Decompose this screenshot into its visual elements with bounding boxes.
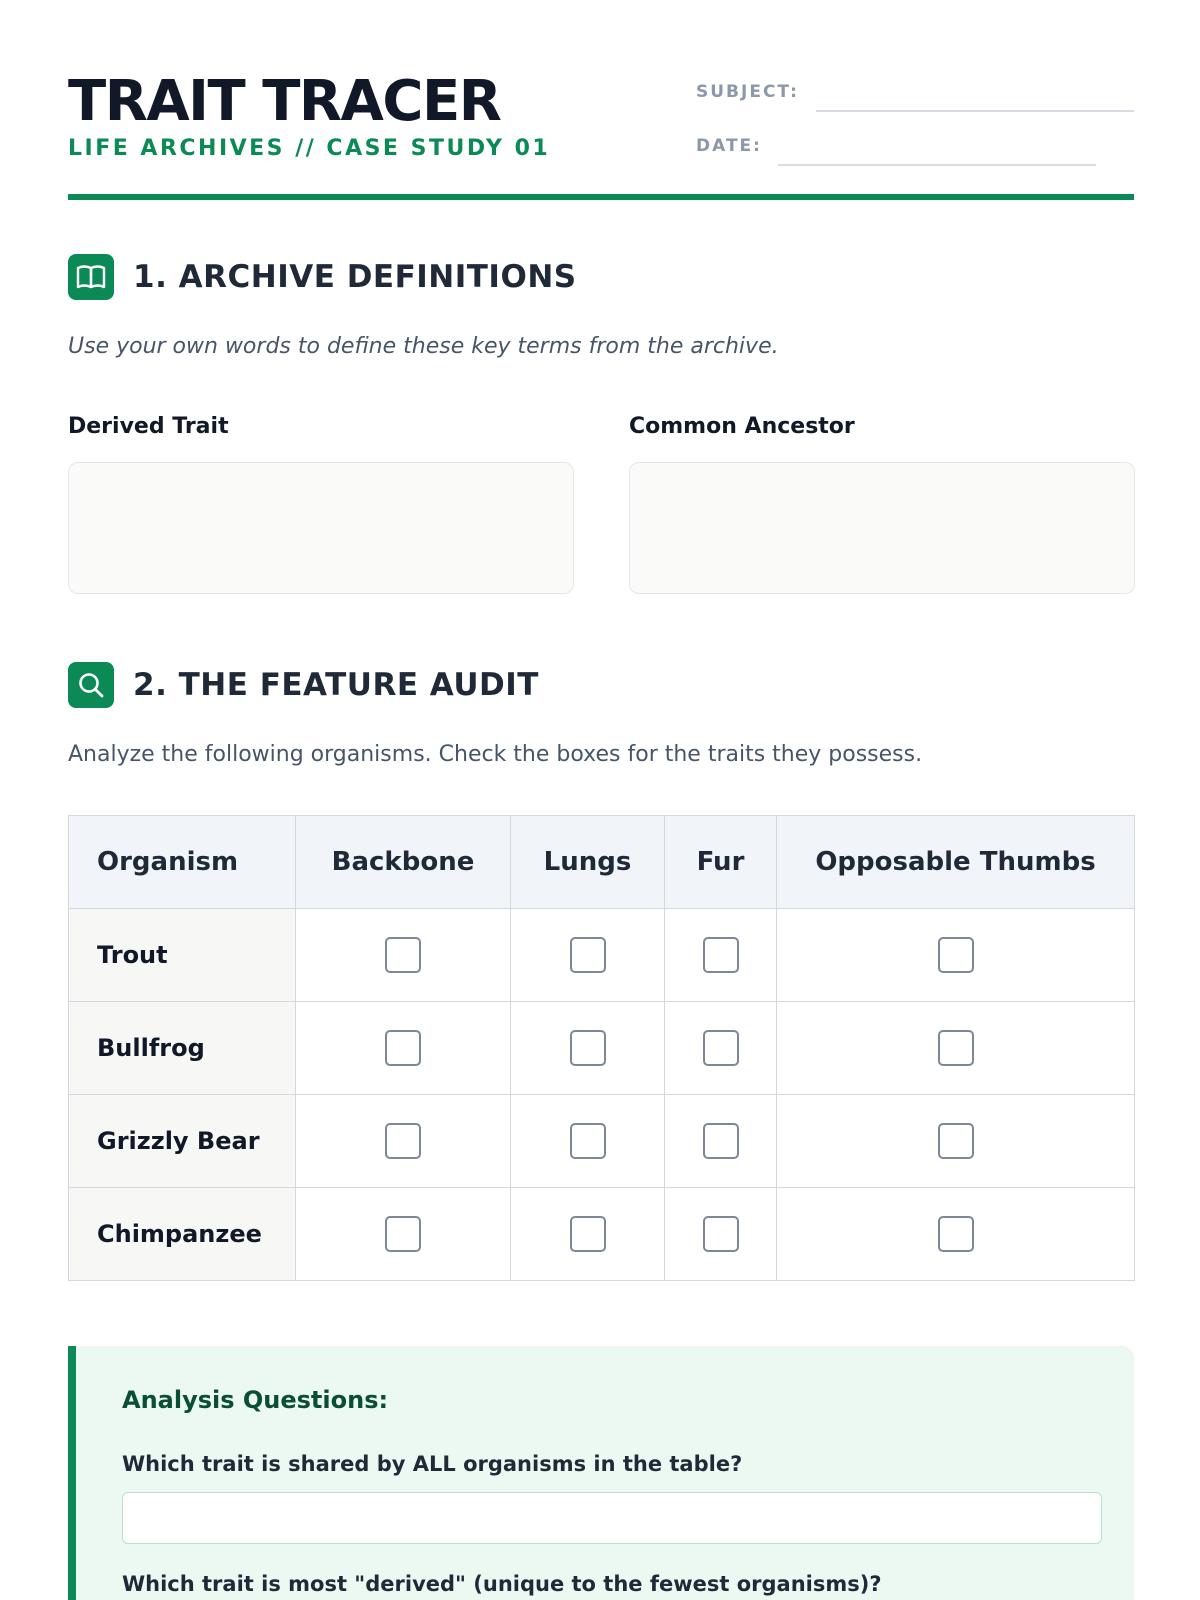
- organism-name: Chimpanzee: [69, 1188, 296, 1281]
- trait-cell: [777, 1188, 1135, 1281]
- grizzly-bear-lungs-checkbox[interactable]: [570, 1123, 606, 1159]
- column-header-organism: Organism: [69, 816, 296, 909]
- trait-cell: [665, 1188, 777, 1281]
- question-2: Which trait is most "derived" (unique to the fewest organisms)?: [122, 1572, 882, 1596]
- trait-cell: [777, 1095, 1135, 1188]
- trait-cell: [296, 909, 511, 1002]
- trait-cell: [511, 909, 665, 1002]
- organism-name: Grizzly Bear: [69, 1095, 296, 1188]
- common-ancestor-label: Common Ancestor: [629, 414, 855, 439]
- derived-trait-answer-box[interactable]: [68, 462, 574, 594]
- chimpanzee-fur-checkbox[interactable]: [703, 1216, 739, 1252]
- column-header-fur: Fur: [665, 816, 777, 909]
- date-label: DATE:: [696, 136, 762, 156]
- magnifier-icon: [68, 662, 114, 708]
- trout-backbone-checkbox[interactable]: [385, 937, 421, 973]
- table-row: [69, 1188, 1135, 1281]
- date-field[interactable]: [778, 164, 1096, 166]
- section-2-title: 2. THE FEATURE AUDIT: [133, 667, 539, 703]
- section-1-title: 1. ARCHIVE DEFINITIONS: [133, 259, 577, 295]
- table-row: [69, 909, 1135, 1002]
- bullfrog-fur-checkbox[interactable]: [703, 1030, 739, 1066]
- trait-cell: [511, 1002, 665, 1095]
- column-header-backbone: Backbone: [296, 816, 511, 909]
- magnifier-icon-glyph: [77, 671, 105, 699]
- trait-cell: [296, 1095, 511, 1188]
- trout-fur-checkbox[interactable]: [703, 937, 739, 973]
- subject-field[interactable]: [816, 110, 1134, 112]
- open-book-icon-glyph: [76, 264, 106, 290]
- column-header-lungs: Lungs: [511, 816, 665, 909]
- trait-cell: [777, 909, 1135, 1002]
- organism-name: Trout: [69, 909, 296, 1002]
- feature-audit-table: [68, 815, 1135, 1281]
- subject-label: SUBJECT:: [696, 82, 799, 102]
- trout-lungs-checkbox[interactable]: [570, 937, 606, 973]
- section-2-instructions: Analyze the following organisms. Check the boxes for the traits they possess.: [68, 742, 923, 767]
- table-header-row: [69, 816, 1135, 909]
- derived-trait-label: Derived Trait: [68, 414, 229, 439]
- chimpanzee-lungs-checkbox[interactable]: [570, 1216, 606, 1252]
- common-ancestor-answer-box[interactable]: [629, 462, 1135, 594]
- grizzly-bear-backbone-checkbox[interactable]: [385, 1123, 421, 1159]
- trait-cell: [665, 1002, 777, 1095]
- section-1-instructions: Use your own words to define these key terms from the archive.: [68, 334, 779, 359]
- trait-cell: [665, 909, 777, 1002]
- worksheet-header: [68, 69, 1134, 200]
- trait-cell: [777, 1002, 1135, 1095]
- chimpanzee-opposable-thumbs-checkbox[interactable]: [938, 1216, 974, 1252]
- open-book-icon: [68, 254, 114, 300]
- analysis-questions-panel: [68, 1346, 1134, 1600]
- analysis-title: Analysis Questions:: [122, 1386, 389, 1414]
- page-title: TRAIT TRACER: [68, 69, 501, 134]
- organism-name: Bullfrog: [69, 1002, 296, 1095]
- trout-opposable-thumbs-checkbox[interactable]: [938, 937, 974, 973]
- trait-cell: [511, 1188, 665, 1281]
- table-row: [69, 1002, 1135, 1095]
- trait-cell: [296, 1002, 511, 1095]
- bullfrog-lungs-checkbox[interactable]: [570, 1030, 606, 1066]
- grizzly-bear-opposable-thumbs-checkbox[interactable]: [938, 1123, 974, 1159]
- trait-cell: [296, 1188, 511, 1281]
- trait-cell: [511, 1095, 665, 1188]
- page-subtitle: LIFE ARCHIVES // CASE STUDY 01: [68, 136, 551, 161]
- bullfrog-opposable-thumbs-checkbox[interactable]: [938, 1030, 974, 1066]
- column-header-opposable-thumbs: Opposable Thumbs: [777, 816, 1135, 909]
- grizzly-bear-fur-checkbox[interactable]: [703, 1123, 739, 1159]
- bullfrog-backbone-checkbox[interactable]: [385, 1030, 421, 1066]
- question-1: Which trait is shared by ALL organisms in the table?: [122, 1452, 743, 1476]
- trait-cell: [665, 1095, 777, 1188]
- chimpanzee-backbone-checkbox[interactable]: [385, 1216, 421, 1252]
- table-row: [69, 1095, 1135, 1188]
- header-divider: [68, 194, 1134, 200]
- question-1-answer-input[interactable]: [122, 1492, 1102, 1544]
